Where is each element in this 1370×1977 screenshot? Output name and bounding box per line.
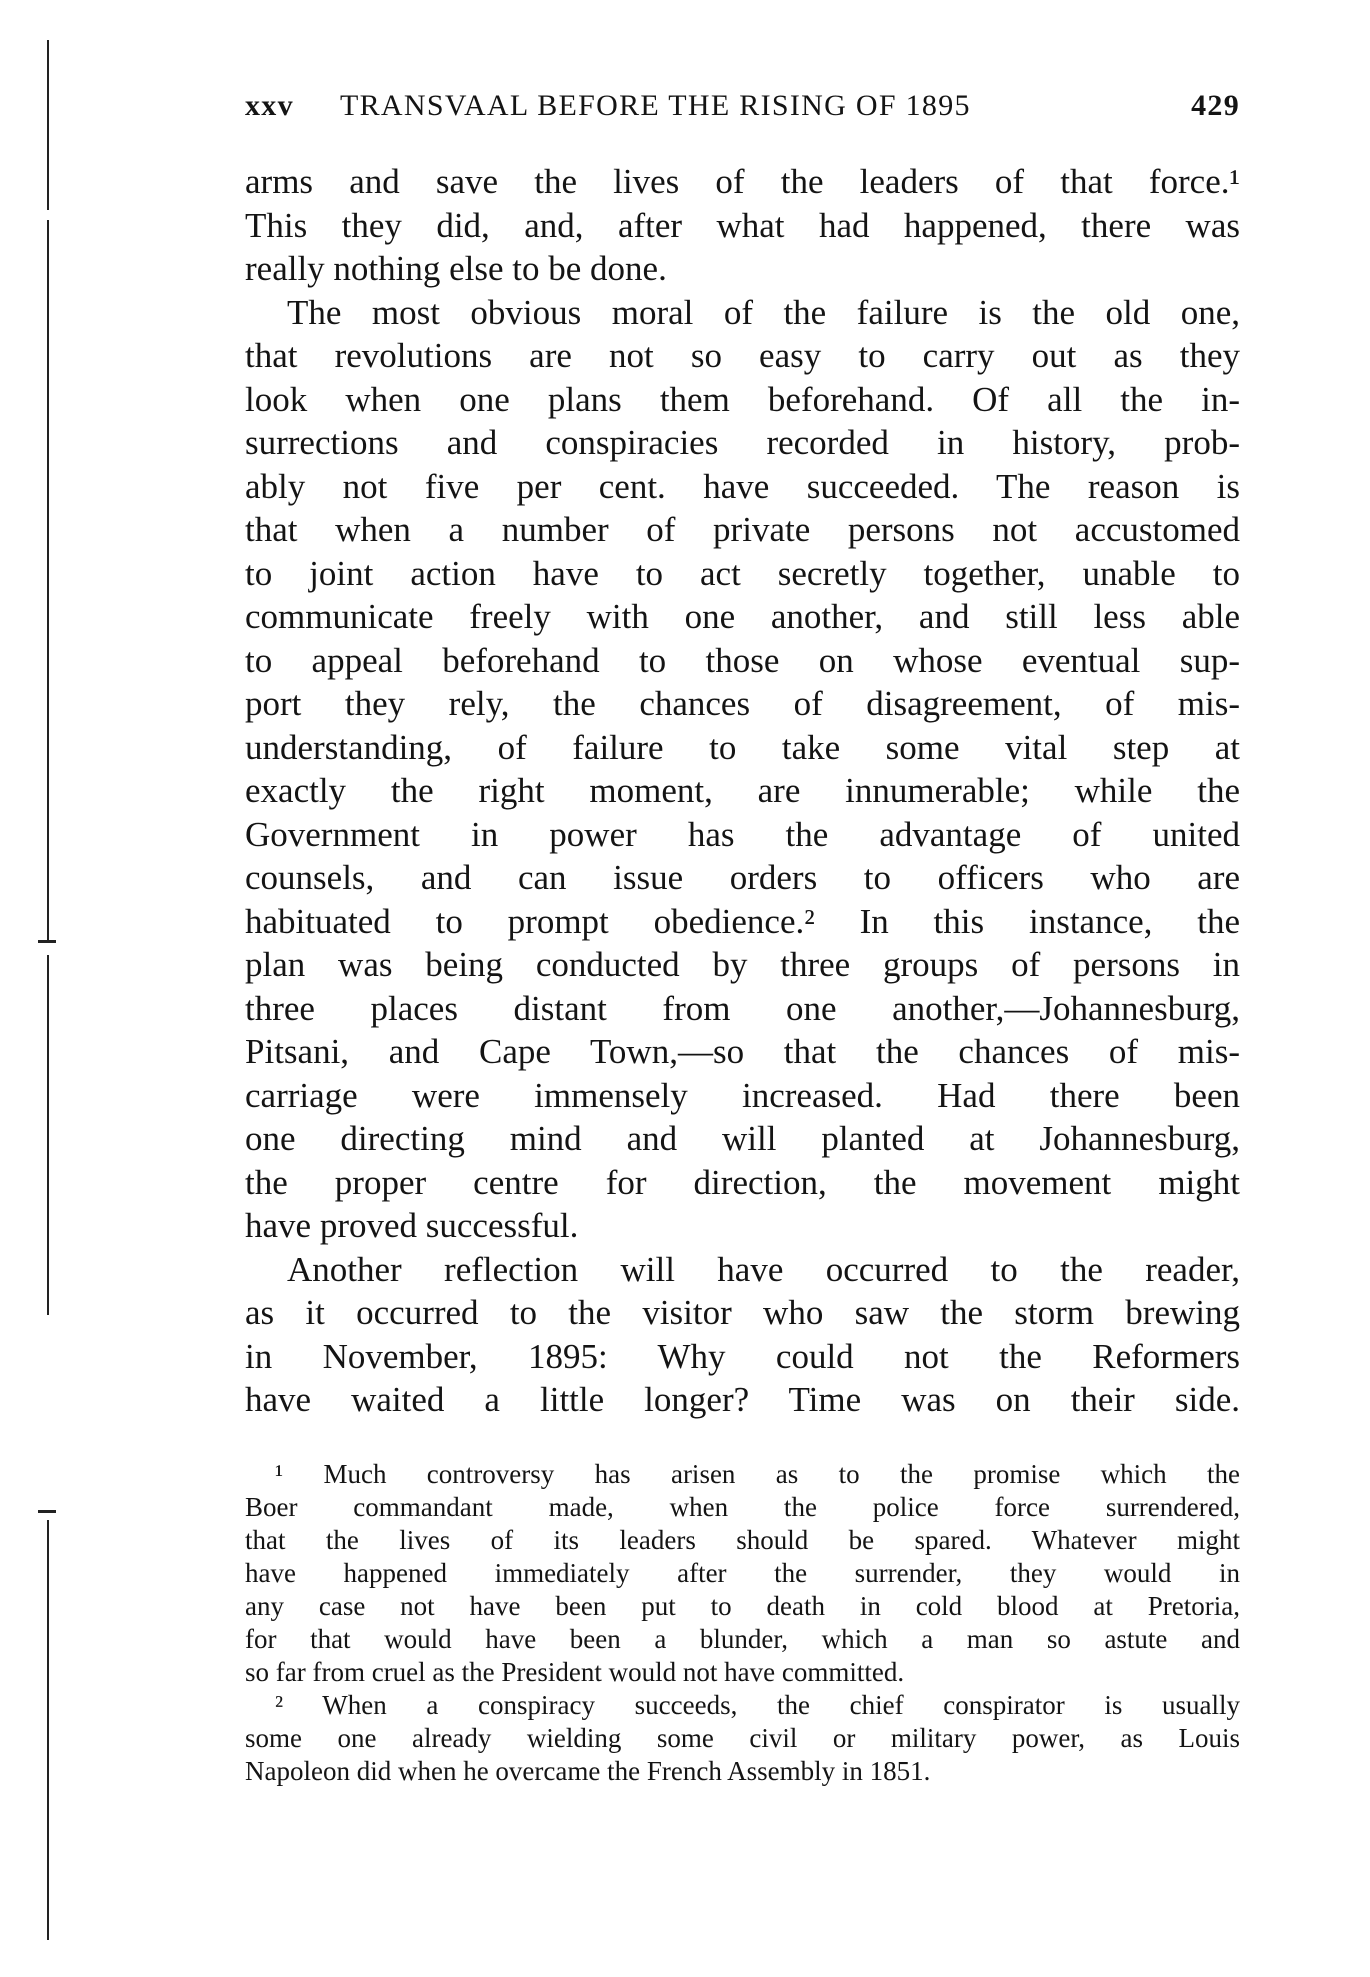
text-line: to joint action have to act secretly together, unable to	[245, 553, 1240, 593]
footnote-line: that the lives of its leaders should be spared. Whatever might	[245, 1525, 1240, 1555]
footnote-line: so far from cruel as the President would not have committed.	[245, 1657, 905, 1687]
text-line: the proper centre for direction, the movement might	[245, 1162, 1240, 1202]
text-line: ably not five per cent. have succeeded. The reason is	[245, 466, 1240, 506]
text-line: three places distant from one another,—Johannesburg,	[245, 988, 1240, 1028]
footnote-line: some one already wielding some civil or military power, as Louis	[245, 1723, 1240, 1753]
text-line: port they rely, the chances of disagreement, of mis-	[245, 684, 1240, 723]
body-text	[245, 160, 1240, 1422]
footnote-line: Boer commandant made, when the police force surrendered,	[245, 1492, 1240, 1522]
footnote-line: ² When a conspiracy succeeds, the chief conspirator is usually	[275, 1690, 1240, 1720]
text-line: Government in power has the advantage of united	[245, 814, 1240, 854]
margin-rule-top	[47, 40, 49, 210]
margin-rule-bottom	[47, 1520, 49, 1940]
text-line: Pitsani, and Cape Town,—so that the chances of mis-	[245, 1032, 1240, 1071]
text-line: have waited a little longer? Time was on their side.	[245, 1380, 1240, 1419]
text-line: as it occurred to the visitor who saw the storm brewing	[245, 1293, 1240, 1332]
text-line: look when one plans them beforehand. Of all the in-	[245, 379, 1240, 419]
footnote-line: for that would have been a blunder, which a man so astute and	[245, 1624, 1240, 1654]
footnote-line: any case not have been put to death in cold blood at Pretoria,	[245, 1591, 1240, 1621]
text-line: carriage were immensely increased. Had there been	[245, 1075, 1240, 1115]
text-line: The most obvious moral of the failure is the old one,	[287, 292, 1240, 332]
text-line: plan was being conducted by three groups of persons in	[245, 945, 1240, 984]
text-line: habituated to prompt obedience.² In this instance, the	[245, 901, 1240, 941]
text-line: Another reflection will have occurred to the reader,	[287, 1249, 1240, 1289]
text-line: communicate freely with one another, and still less able	[245, 597, 1240, 636]
text-line: that revolutions are not so easy to carry out as they	[245, 336, 1240, 375]
text-line: one directing mind and will planted at Johannesburg,	[245, 1119, 1240, 1158]
footnote-line: Napoleon did when he overcame the French Assembly in 1851.	[245, 1756, 931, 1786]
margin-rule-lower	[47, 955, 49, 1315]
chapter-number: xxv	[245, 89, 294, 122]
running-title: TRANSVAAL BEFORE THE RISING OF 1895	[340, 89, 971, 122]
margin-rule-middle	[47, 220, 49, 940]
margin-tick	[38, 940, 56, 943]
text-line: arms and save the lives of the leaders of that force.¹	[245, 162, 1240, 201]
page-number: 429	[1191, 89, 1240, 122]
text-line: surrections and conspiracies recorded in history, prob-	[245, 423, 1240, 462]
text-line: to appeal beforehand to those on whose eventual sup-	[245, 640, 1240, 680]
text-line: really nothing else to be done.	[245, 249, 667, 288]
text-line: that when a number of private persons not accustomed	[245, 510, 1240, 549]
footnote-line: ¹ Much controversy has arisen as to the promise which the	[275, 1459, 1240, 1489]
margin-tick	[38, 1510, 56, 1513]
footnotes	[245, 1458, 1240, 1788]
text-line: counsels, and can issue orders to officers who are	[245, 858, 1240, 897]
footnote-line: have happened immediately after the surrender, they would in	[245, 1558, 1240, 1588]
text-line: in November, 1895: Why could not the Reformers	[245, 1336, 1240, 1376]
text-line: exactly the right moment, are innumerable; while the	[245, 771, 1240, 810]
text-line: have proved successful.	[245, 1206, 579, 1245]
text-line: understanding, of failure to take some vital step at	[245, 727, 1240, 767]
text-line: This they did, and, after what had happened, there was	[245, 205, 1240, 245]
